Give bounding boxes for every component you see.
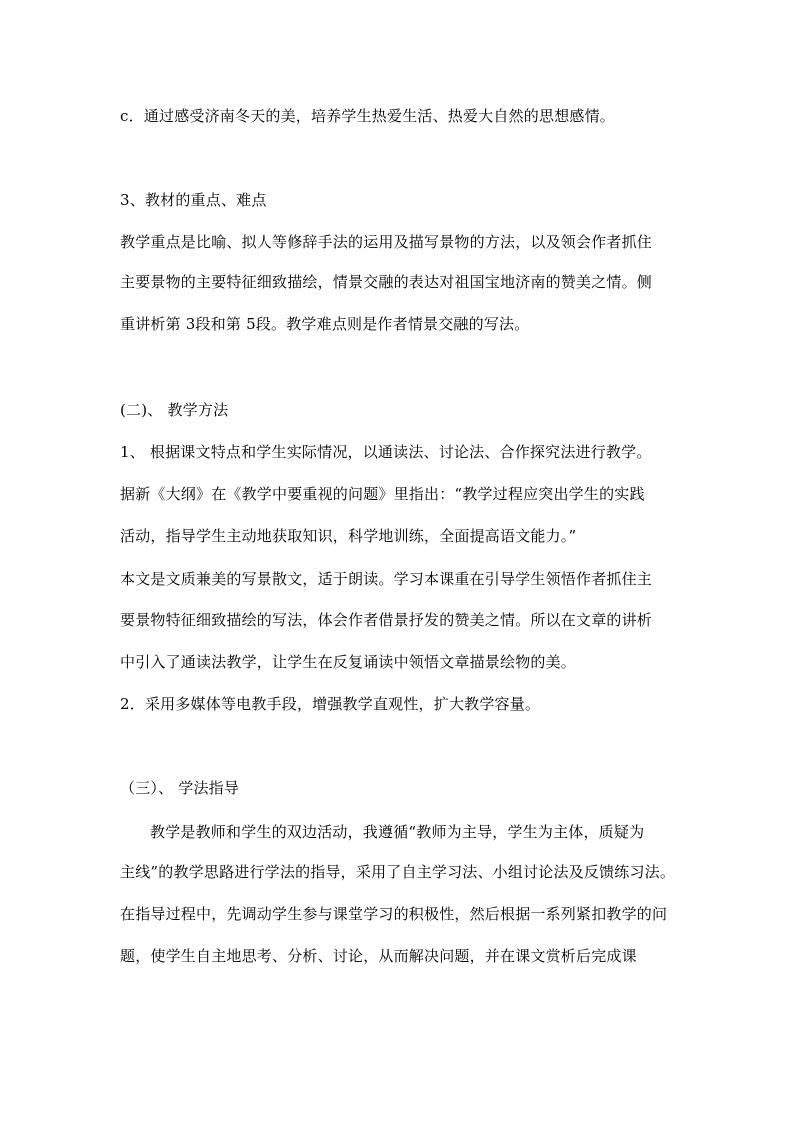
paragraph-line: 据新《大纲》在《教学中要重视的问题》里指出：“教学过程应突出学生的实践 <box>120 485 645 503</box>
objective-c-text: c．通过感受济南冬天的美，培养学生热爱生活、热爱大自然的思想感情。 <box>120 107 616 125</box>
section-heading-study-guidance: （三）、 学法指导 <box>120 779 240 797</box>
paragraph-line: 要景物特征细致描绘的写法，体会作者借景抒发的赞美之情。所以在文章的讲析 <box>120 611 653 629</box>
paragraph-line: 主线”的教学思路进行学法的指导，采用了自主学习法、小组讨论法及反馈练习法。 <box>120 863 676 881</box>
paragraph-line: 教学是教师和学生的双边活动，我遵循“教师为主导，学生为主体，质疑为 <box>150 823 645 841</box>
paragraph-line: 2．采用多媒体等电教手段，增强教学直观性，扩大教学容量。 <box>120 695 541 713</box>
paragraph-line: 本文是文质兼美的写景散文，适于朗读。学习本课重在引导学生领悟作者抓住主 <box>120 570 653 588</box>
paragraph-line: 1、 根据课文特点和学生实际情况，以通读法、讨论法、合作探究法进行教学。 <box>120 443 652 461</box>
paragraph-line: 中引入了通读法教学，让学生在反复诵读中领悟文章描景绘物的美。 <box>120 653 577 671</box>
paragraph-line: 在指导过程中，先调动学生参与课堂学习的积极性，然后根据一系列紧扣教学的问 <box>120 905 668 923</box>
paragraph-line: 主要景物的主要特征细致描绘，情景交融的表达对祖国宝地济南的赞美之情。侧 <box>120 273 653 291</box>
paragraph-line: 教学重点是比喻、拟人等修辞手法的运用及描写景物的方法，以及领会作者抓住 <box>120 233 653 251</box>
paragraph-line: 题，使学生自主地思考、分析、讨论，从而解决问题，并在课文赏析后完成课 <box>120 947 637 965</box>
paragraph-line: 活动，指导学生主动地获取知识，科学地训练，全面提高语文能力。” <box>120 527 577 545</box>
paragraph-line: 重讲析第 3段和第 5段。教学难点则是作者情景交融的写法。 <box>120 315 530 333</box>
section-heading-teaching-method: (二)、 教学方法 <box>120 401 229 419</box>
section-heading-key-points: 3、教材的重点、难点 <box>120 191 267 209</box>
